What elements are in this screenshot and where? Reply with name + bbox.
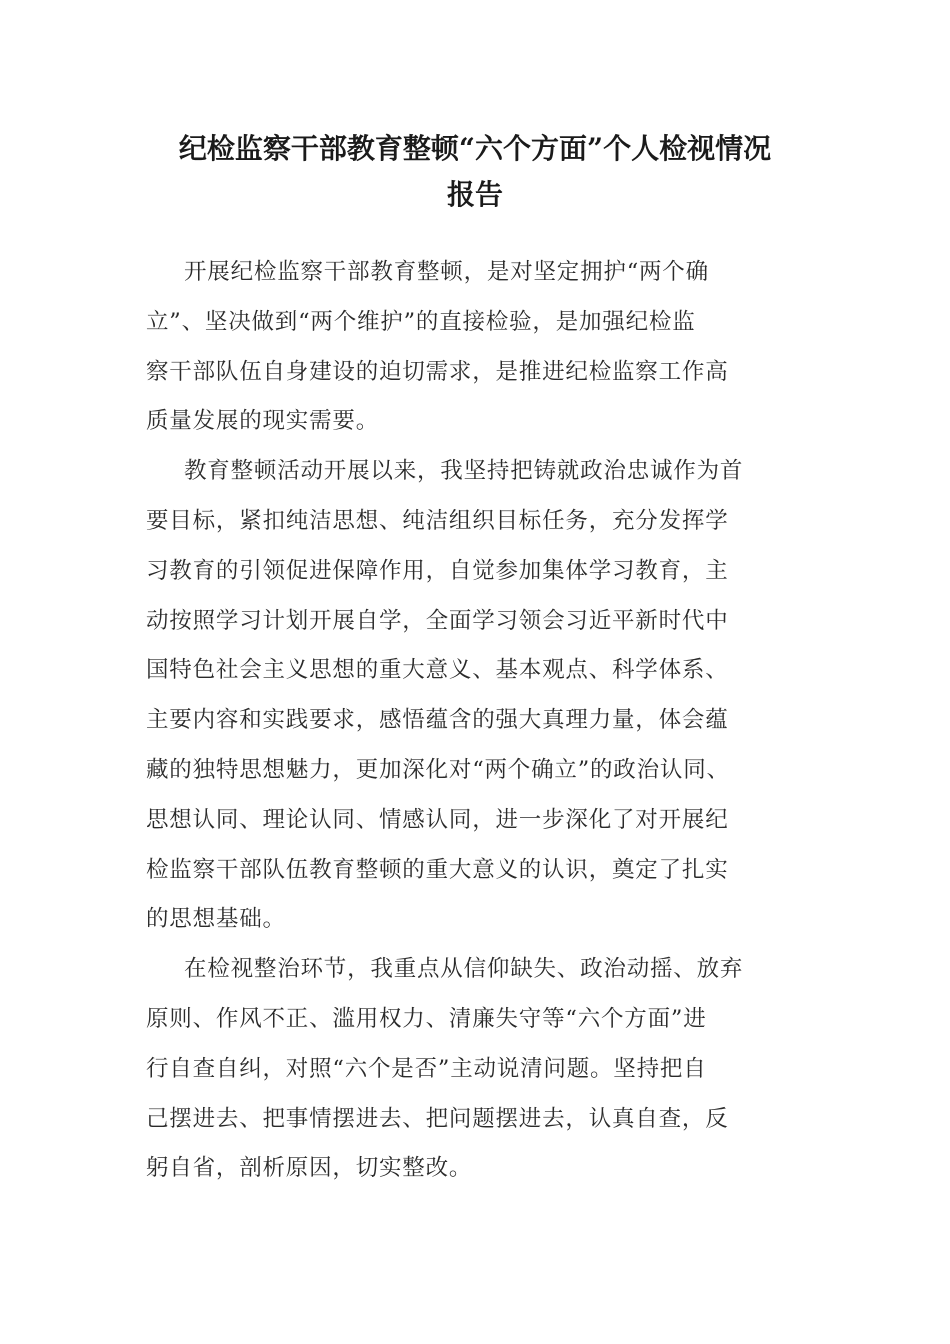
paragraph-line: 躬自省，剖析原因，切实整改。	[146, 1155, 473, 1182]
title-line-2: 报告	[446, 178, 503, 211]
paragraph-1	[146, 248, 796, 447]
paragraph-line: 察干部队伍自身建设的迫切需求，是推进纪检监察工作高	[146, 358, 729, 385]
paragraph-line: 思想认同、理论认同、情感认同，进一步深化了对开展纪	[146, 806, 729, 833]
paragraph-line: 藏的独特思想魅力，更加深化对“两个确立”的政治认同、	[146, 756, 730, 783]
paragraph-line: 教育整顿活动开展以来，我坚持把铸就政治忠诚作为首	[184, 458, 744, 485]
document-title	[140, 126, 810, 218]
paragraph-line: 要目标，紧扣纯洁思想、纯洁组织目标任务，充分发挥学	[146, 507, 729, 534]
paragraph-line: 主要内容和实践要求，感悟蕴含的强大真理力量，体会蕴	[146, 707, 729, 734]
paragraph-line: 在检视整治环节，我重点从信仰缺失、政治动摇、放弃	[184, 956, 744, 983]
paragraph-line: 动按照学习计划开展自学，全面学习领会习近平新时代中	[146, 607, 729, 634]
paragraph-3	[146, 945, 796, 1194]
paragraph-line: 国特色社会主义思想的重大意义、基本观点、科学体系、	[146, 657, 729, 684]
paragraph-line: 检监察干部队伍教育整顿的重大意义的认识，奠定了扎实	[146, 856, 729, 883]
document-body	[146, 248, 796, 1194]
paragraph-line: 的思想基础。	[146, 906, 286, 933]
paragraph-line: 原则、作风不正、滥用权力、清廉失守等“六个方面”进	[146, 1005, 707, 1032]
paragraph-line: 立”、坚决做到“两个维护”的直接检验，是加强纪检监	[146, 308, 696, 335]
paragraph-line: 己摆进去、把事情摆进去、把问题摆进去，认真自查，反	[146, 1105, 729, 1132]
paragraph-line: 习教育的引领促进保障作用，自觉参加集体学习教育，主	[146, 557, 729, 584]
paragraph-line: 行自查自纠，对照“六个是否”主动说清问题。坚持把自	[146, 1055, 707, 1082]
title-line-1: 纪检监察干部教育整顿“六个方面”个人检视情况	[178, 132, 772, 165]
paragraph-2	[146, 447, 796, 945]
paragraph-line: 开展纪检监察干部教育整顿，是对坚定拥护“两个确	[184, 259, 709, 285]
paragraph-line: 质量发展的现实需要。	[146, 408, 380, 435]
